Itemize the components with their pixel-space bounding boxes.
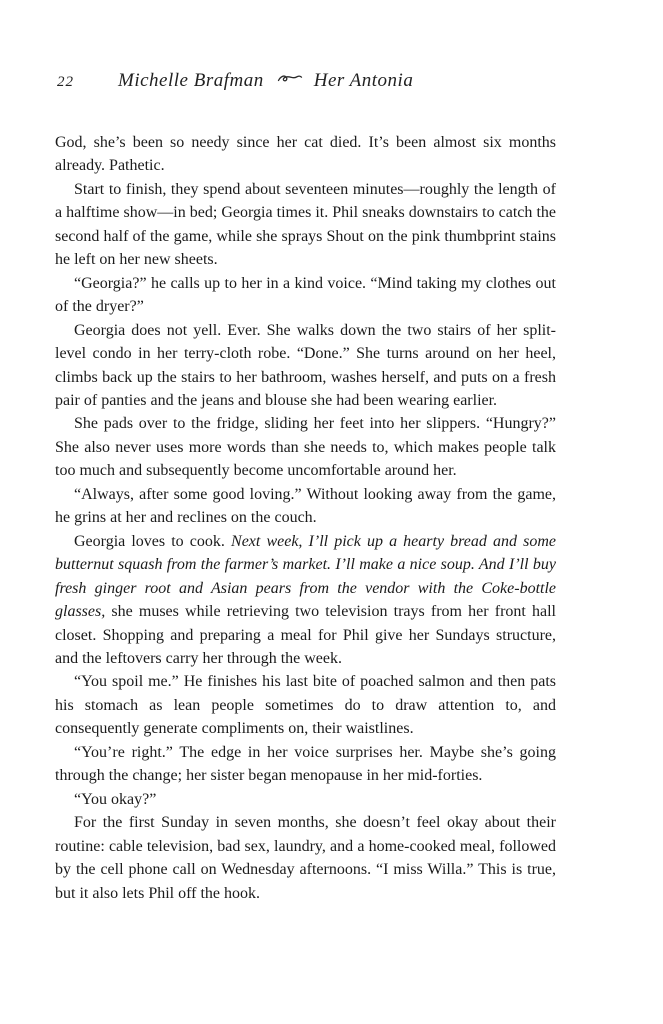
paragraph	[55, 811, 556, 905]
text-segment: “You’re right.” The edge in her voice surprises her. Maybe she’s going through the change; her sister began menopause in her mid-forties.	[55, 743, 556, 785]
text-segment: “Georgia?” he calls up to her in a kind voice. “Mind taking my clothes out of the dryer?”	[55, 274, 556, 316]
text-segment: God, she’s been so needy since her cat died. It’s been almost six months already. Pathetic.	[55, 134, 556, 175]
text-segment: Georgia loves to cook.	[74, 532, 232, 550]
text-segment: “Always, after some good loving.” Without looking away from the game, he grins at her and reclines on the couch.	[55, 485, 556, 527]
paragraph	[55, 319, 556, 413]
text-segment: For the first Sunday in seven months, she doesn’t feel okay about their routine: cable television, bad sex, laundry, and a home-cooked meal, followed by the cell phone call on Wednesday afternoons. “I miss Willa.” This is true, but it also lets Phil off the hook.	[55, 814, 556, 902]
paragraph	[55, 412, 556, 482]
text-segment: she muses while retrieving two television trays from her front hall closet. Shopping and preparing a meal for Phil give her Sundays structure, and the leftovers carry her through the week.	[55, 603, 556, 667]
paragraph	[55, 741, 556, 788]
body-text	[55, 131, 556, 905]
paragraph	[55, 178, 556, 272]
text-segment: “You okay?”	[74, 790, 157, 808]
text-segment: She pads over to the fridge, sliding her feet into her slippers. “Hungry?” She also never uses more words than she needs to, which makes people talk too much and subsequently become uncomfortable around her.	[55, 415, 556, 480]
page-number: 22	[57, 74, 74, 90]
header-book-title: Her Antonia	[313, 70, 414, 91]
italic-text-segment: Next week, I’ll pick up a hearty bread and some butternut squash from the farmer’s market. I’ll make a nice soup. And I’ll buy fresh ginger root and Asian pears from the vendor with the Coke-bottle glasses,	[55, 532, 557, 621]
paragraph	[55, 272, 556, 319]
text-segment: Georgia does not yell. Ever. She walks down the two stairs of her split-level condo in her terry-cloth robe. “Done.” She turns around on her heel, climbs back up the stairs to her bathroom, washes herself, and puts on a fresh pair of panties and the jeans and blouse she had been wearing earlier.	[55, 321, 556, 409]
paragraph	[55, 670, 556, 740]
text-segment: Start to finish, they spend about seventeen minutes—roughly the length of a halftime show—in bed; Georgia times it. Phil sneaks downstairs to catch the second half of the game, while she sprays Shout on the pink thumbprint stains he left on her new sheets.	[55, 180, 556, 269]
paragraph	[55, 483, 556, 530]
text-segment: “You spoil me.” He finishes his last bite of poached salmon and then pats his stomach as lean people sometimes do to draw attention to, and consequently generate compliments on, their waistlines.	[55, 673, 556, 738]
fleuron-ornament-icon	[277, 68, 303, 89]
paragraph	[55, 530, 556, 671]
paragraph	[55, 131, 556, 178]
header-author-name: Michelle Brafman	[118, 70, 264, 91]
paragraph	[55, 788, 556, 811]
running-header	[57, 70, 605, 92]
